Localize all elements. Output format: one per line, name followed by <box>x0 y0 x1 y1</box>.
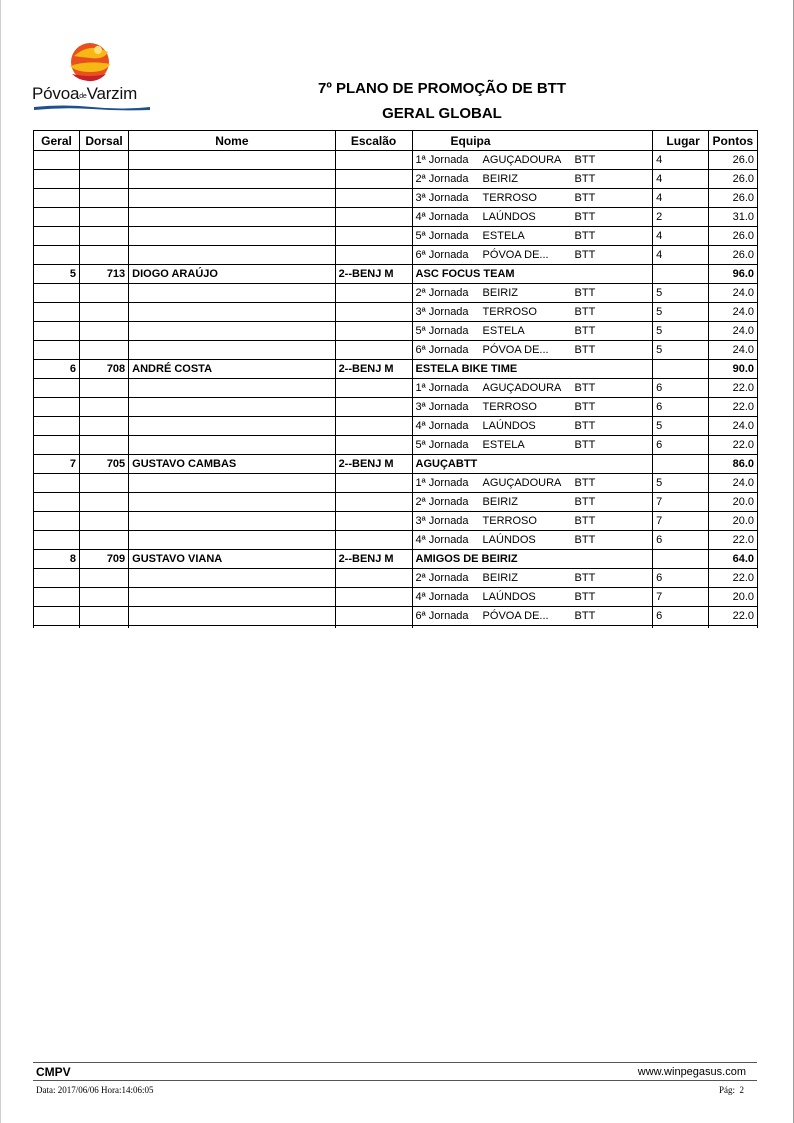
jornada-row <box>34 474 758 493</box>
cell-lugar <box>653 550 709 569</box>
jornada-location: AGUÇADOURA <box>482 154 562 166</box>
cell-pontos: 20.0 <box>708 493 757 512</box>
cell-escalao <box>335 303 412 322</box>
cell-nome <box>129 189 335 208</box>
cell-escalao: 2--BENJ M <box>335 265 412 284</box>
jornada-label: 3ª Jornada <box>415 401 469 413</box>
cell-pontos: 24.0 <box>708 303 757 322</box>
jornada-label: 2ª Jornada <box>415 173 469 185</box>
cell-pontos: 20.0 <box>708 588 757 607</box>
jornada-location: BEIRIZ <box>482 572 518 584</box>
tail-cell <box>708 626 757 629</box>
cell-geral <box>34 170 80 189</box>
cell-escalao: 2--BENJ M <box>335 360 412 379</box>
rider-row <box>34 265 758 284</box>
cell-geral <box>34 303 80 322</box>
cell-lugar: 5 <box>653 474 709 493</box>
cell-lugar: 6 <box>653 379 709 398</box>
cell-nome <box>129 531 335 550</box>
cell-lugar: 6 <box>653 436 709 455</box>
cell-escalao <box>335 493 412 512</box>
cell-geral: 8 <box>34 550 80 569</box>
cell-dorsal <box>79 607 128 626</box>
jornada-discipline: BTT <box>574 382 596 394</box>
jornada-discipline: BTT <box>574 306 596 318</box>
footer-date: Data: 2017/06/06 Hora:14:06:05 <box>36 1085 154 1095</box>
cell-geral <box>34 227 80 246</box>
cell-dorsal <box>79 417 128 436</box>
cell-jornada-detail <box>412 170 653 189</box>
cell-pontos: 64.0 <box>708 550 757 569</box>
jornada-label: 2ª Jornada <box>415 287 469 299</box>
cell-dorsal <box>79 588 128 607</box>
jornada-location: LAÚNDOS <box>482 591 536 603</box>
cell-jornada-detail <box>412 588 653 607</box>
results-table <box>33 130 758 628</box>
cell-jornada-detail <box>412 436 653 455</box>
cell-dorsal <box>79 341 128 360</box>
footer-organization: CMPV <box>36 1065 71 1079</box>
cell-escalao <box>335 227 412 246</box>
cell-pontos: 96.0 <box>708 265 757 284</box>
cell-nome <box>129 208 335 227</box>
jornada-location: BEIRIZ <box>482 496 518 508</box>
cell-geral: 7 <box>34 455 80 474</box>
jornada-row <box>34 512 758 531</box>
cell-nome <box>129 436 335 455</box>
logo-wordmark: PóvoadeVarzim <box>32 84 138 103</box>
cell-nome: ANDRÉ COSTA <box>129 360 335 379</box>
jornada-label: 1ª Jornada <box>415 154 469 166</box>
cell-geral <box>34 417 80 436</box>
cell-pontos: 26.0 <box>708 227 757 246</box>
col-header-geral: Geral <box>34 131 80 151</box>
cell-geral: 5 <box>34 265 80 284</box>
cell-pontos: 90.0 <box>708 360 757 379</box>
cell-jornada-detail <box>412 493 653 512</box>
cell-nome <box>129 569 335 588</box>
cell-equipa: AGUÇABTT <box>412 455 653 474</box>
cell-geral <box>34 569 80 588</box>
tail-cell <box>129 626 335 629</box>
cell-lugar: 6 <box>653 531 709 550</box>
page-border-left <box>0 0 1 1123</box>
jornada-row <box>34 341 758 360</box>
jornada-discipline: BTT <box>574 420 596 432</box>
cell-dorsal <box>79 474 128 493</box>
cell-escalao: 2--BENJ M <box>335 550 412 569</box>
cell-pontos: 24.0 <box>708 474 757 493</box>
cell-geral <box>34 322 80 341</box>
jornada-discipline: BTT <box>574 515 596 527</box>
cell-jornada-detail <box>412 607 653 626</box>
cell-nome <box>129 512 335 531</box>
cell-geral <box>34 246 80 265</box>
jornada-row <box>34 189 758 208</box>
cell-nome <box>129 284 335 303</box>
cell-geral <box>34 607 80 626</box>
footer-divider-top <box>33 1062 757 1063</box>
cell-pontos: 24.0 <box>708 284 757 303</box>
cell-dorsal <box>79 436 128 455</box>
jornada-label: 6ª Jornada <box>415 249 469 261</box>
col-header-escalao: Escalão <box>335 131 412 151</box>
cell-dorsal <box>79 208 128 227</box>
cell-geral <box>34 588 80 607</box>
cell-lugar <box>653 455 709 474</box>
jornada-discipline: BTT <box>574 572 596 584</box>
cell-escalao: 2--BENJ M <box>335 455 412 474</box>
cell-lugar: 4 <box>653 151 709 170</box>
table-tail-row <box>34 626 758 629</box>
jornada-label: 4ª Jornada <box>415 211 469 223</box>
jornada-row <box>34 227 758 246</box>
cell-jornada-detail <box>412 417 653 436</box>
cell-pontos: 26.0 <box>708 170 757 189</box>
cell-geral <box>34 512 80 531</box>
cell-escalao <box>335 436 412 455</box>
rider-row <box>34 455 758 474</box>
jornada-row <box>34 398 758 417</box>
cell-pontos: 26.0 <box>708 246 757 265</box>
cell-lugar <box>653 265 709 284</box>
jornada-location: PÓVOA DE... <box>482 344 549 356</box>
footer-page-number: Pág: 2 <box>718 1085 744 1095</box>
cell-pontos: 26.0 <box>708 189 757 208</box>
col-header-dorsal: Dorsal <box>79 131 128 151</box>
cell-geral: 6 <box>34 360 80 379</box>
cell-dorsal <box>79 569 128 588</box>
cell-nome: GUSTAVO VIANA <box>129 550 335 569</box>
jornada-row <box>34 417 758 436</box>
cell-geral <box>34 151 80 170</box>
jornada-row <box>34 303 758 322</box>
jornada-discipline: BTT <box>574 154 596 166</box>
cell-lugar: 5 <box>653 322 709 341</box>
cell-nome <box>129 379 335 398</box>
cell-jornada-detail <box>412 341 653 360</box>
cell-jornada-detail <box>412 474 653 493</box>
cell-pontos: 24.0 <box>708 417 757 436</box>
jornada-discipline: BTT <box>574 325 596 337</box>
cell-nome: GUSTAVO CAMBAS <box>129 455 335 474</box>
cell-geral <box>34 436 80 455</box>
cell-geral <box>34 284 80 303</box>
tail-cell <box>412 626 653 629</box>
cell-pontos: 22.0 <box>708 436 757 455</box>
cell-lugar: 2 <box>653 208 709 227</box>
cell-geral <box>34 493 80 512</box>
cell-pontos: 20.0 <box>708 512 757 531</box>
cell-geral <box>34 531 80 550</box>
jornada-discipline: BTT <box>574 230 596 242</box>
cell-escalao <box>335 151 412 170</box>
cell-dorsal: 709 <box>79 550 128 569</box>
cell-lugar: 7 <box>653 588 709 607</box>
cell-nome <box>129 303 335 322</box>
cell-jornada-detail <box>412 208 653 227</box>
cell-nome <box>129 474 335 493</box>
jornada-label: 1ª Jornada <box>415 382 469 394</box>
jornada-location: TERROSO <box>482 515 537 527</box>
cell-dorsal <box>79 322 128 341</box>
jornada-row <box>34 208 758 227</box>
cell-dorsal <box>79 512 128 531</box>
col-header-pontos: Pontos <box>708 131 757 151</box>
cell-geral <box>34 474 80 493</box>
cell-jornada-detail <box>412 189 653 208</box>
cell-escalao <box>335 379 412 398</box>
cell-nome <box>129 588 335 607</box>
jornada-row <box>34 531 758 550</box>
jornada-location: LAÚNDOS <box>482 420 536 432</box>
jornada-label: 2ª Jornada <box>415 572 469 584</box>
footer-website: www.winpegasus.com <box>637 1066 746 1078</box>
cell-lugar: 4 <box>653 170 709 189</box>
jornada-location: ESTELA <box>482 230 525 242</box>
cell-lugar: 4 <box>653 189 709 208</box>
municipality-logo <box>32 38 152 112</box>
cell-lugar: 4 <box>653 246 709 265</box>
cell-dorsal <box>79 531 128 550</box>
jornada-discipline: BTT <box>574 496 596 508</box>
jornada-row <box>34 322 758 341</box>
cell-pontos: 22.0 <box>708 607 757 626</box>
jornada-label: 6ª Jornada <box>415 344 469 356</box>
jornada-discipline: BTT <box>574 591 596 603</box>
jornada-label: 3ª Jornada <box>415 515 469 527</box>
cell-lugar <box>653 360 709 379</box>
cell-lugar: 6 <box>653 569 709 588</box>
cell-pontos: 22.0 <box>708 569 757 588</box>
table-body <box>34 151 758 629</box>
jornada-row <box>34 246 758 265</box>
cell-nome <box>129 227 335 246</box>
cell-dorsal <box>79 151 128 170</box>
jornada-label: 3ª Jornada <box>415 306 469 318</box>
footer-divider-bottom <box>33 1080 757 1081</box>
cell-pontos: 86.0 <box>708 455 757 474</box>
jornada-discipline: BTT <box>574 287 596 299</box>
cell-lugar: 6 <box>653 607 709 626</box>
jornada-location: AGUÇADOURA <box>482 477 562 489</box>
cell-escalao <box>335 208 412 227</box>
cell-jornada-detail <box>412 303 653 322</box>
jornada-label: 5ª Jornada <box>415 439 469 451</box>
cell-escalao <box>335 417 412 436</box>
jornada-discipline: BTT <box>574 192 596 204</box>
cell-escalao <box>335 569 412 588</box>
cell-dorsal <box>79 284 128 303</box>
jornada-location: TERROSO <box>482 192 537 204</box>
cell-jornada-detail <box>412 398 653 417</box>
jornada-location: PÓVOA DE... <box>482 610 549 622</box>
cell-nome <box>129 493 335 512</box>
cell-lugar: 5 <box>653 417 709 436</box>
tail-cell <box>335 626 412 629</box>
cell-nome <box>129 322 335 341</box>
cell-equipa: AMIGOS DE BEIRIZ <box>412 550 653 569</box>
tail-cell <box>653 626 709 629</box>
rider-row <box>34 550 758 569</box>
jornada-row <box>34 436 758 455</box>
jornada-discipline: BTT <box>574 344 596 356</box>
jornada-discipline: BTT <box>574 534 596 546</box>
cell-pontos: 26.0 <box>708 151 757 170</box>
cell-jornada-detail <box>412 151 653 170</box>
jornada-location: ESTELA <box>482 325 525 337</box>
cell-escalao <box>335 474 412 493</box>
cell-escalao <box>335 398 412 417</box>
cell-escalao <box>335 284 412 303</box>
cell-dorsal: 713 <box>79 265 128 284</box>
cell-geral <box>34 398 80 417</box>
cell-nome <box>129 607 335 626</box>
cell-geral <box>34 189 80 208</box>
cell-lugar: 7 <box>653 512 709 531</box>
table-header-row <box>34 131 758 151</box>
cell-dorsal <box>79 246 128 265</box>
cell-jornada-detail <box>412 227 653 246</box>
jornada-row <box>34 493 758 512</box>
cell-dorsal <box>79 493 128 512</box>
jornada-location: ESTELA <box>482 439 525 451</box>
jornada-location: PÓVOA DE... <box>482 249 549 261</box>
jornada-label: 2ª Jornada <box>415 496 469 508</box>
cell-escalao <box>335 322 412 341</box>
cell-nome <box>129 151 335 170</box>
jornada-row <box>34 151 758 170</box>
jornada-row <box>34 588 758 607</box>
jornada-label: 1ª Jornada <box>415 477 469 489</box>
cell-geral <box>34 341 80 360</box>
jornada-label: 6ª Jornada <box>415 610 469 622</box>
cell-dorsal <box>79 303 128 322</box>
jornada-location: LAÚNDOS <box>482 534 536 546</box>
jornada-label: 4ª Jornada <box>415 420 469 432</box>
cell-lugar: 7 <box>653 493 709 512</box>
page-title: 7º PLANO DE PROMOÇÃO DE BTT <box>318 80 566 97</box>
jornada-location: LAÚNDOS <box>482 211 536 223</box>
jornada-row <box>34 284 758 303</box>
jornada-row <box>34 607 758 626</box>
cell-dorsal <box>79 189 128 208</box>
cell-escalao <box>335 588 412 607</box>
jornada-row <box>34 379 758 398</box>
cell-lugar: 4 <box>653 227 709 246</box>
jornada-discipline: BTT <box>574 439 596 451</box>
cell-equipa: ASC FOCUS TEAM <box>412 265 653 284</box>
jornada-location: AGUÇADOURA <box>482 382 562 394</box>
cell-pontos: 24.0 <box>708 322 757 341</box>
jornada-label: 5ª Jornada <box>415 230 469 242</box>
cell-nome <box>129 417 335 436</box>
jornada-location: TERROSO <box>482 306 537 318</box>
cell-lugar: 5 <box>653 303 709 322</box>
jornada-location: BEIRIZ <box>482 287 518 299</box>
jornada-discipline: BTT <box>574 173 596 185</box>
cell-jornada-detail <box>412 512 653 531</box>
cell-nome <box>129 398 335 417</box>
cell-escalao <box>335 189 412 208</box>
cell-pontos: 31.0 <box>708 208 757 227</box>
jornada-discipline: BTT <box>574 610 596 622</box>
jornada-discipline: BTT <box>574 249 596 261</box>
cell-jornada-detail <box>412 284 653 303</box>
jornada-label: 3ª Jornada <box>415 192 469 204</box>
cell-nome <box>129 246 335 265</box>
cell-escalao <box>335 246 412 265</box>
cell-pontos: 22.0 <box>708 398 757 417</box>
cell-lugar: 5 <box>653 341 709 360</box>
cell-lugar: 6 <box>653 398 709 417</box>
jornada-label: 4ª Jornada <box>415 534 469 546</box>
cell-pontos: 22.0 <box>708 379 757 398</box>
jornada-row <box>34 170 758 189</box>
cell-jornada-detail <box>412 322 653 341</box>
cell-escalao <box>335 341 412 360</box>
jornada-label: 4ª Jornada <box>415 591 469 603</box>
col-header-lugar: Lugar <box>653 131 709 151</box>
cell-jornada-detail <box>412 246 653 265</box>
cell-lugar: 5 <box>653 284 709 303</box>
cell-jornada-detail <box>412 569 653 588</box>
cell-dorsal <box>79 398 128 417</box>
cell-equipa: ESTELA BIKE TIME <box>412 360 653 379</box>
jornada-location: BEIRIZ <box>482 173 518 185</box>
page-subtitle: GERAL GLOBAL <box>382 105 502 122</box>
cell-nome <box>129 341 335 360</box>
cell-escalao <box>335 607 412 626</box>
cell-dorsal <box>79 227 128 246</box>
cell-escalao <box>335 512 412 531</box>
cell-dorsal <box>79 170 128 189</box>
cell-escalao <box>335 531 412 550</box>
cell-jornada-detail <box>412 379 653 398</box>
tail-cell <box>79 626 128 629</box>
cell-nome: DIOGO ARAÚJO <box>129 265 335 284</box>
cell-dorsal <box>79 379 128 398</box>
col-header-equipa: Equipa <box>412 131 653 151</box>
rider-row <box>34 360 758 379</box>
cell-geral <box>34 379 80 398</box>
jornada-discipline: BTT <box>574 401 596 413</box>
cell-pontos: 24.0 <box>708 341 757 360</box>
cell-dorsal: 705 <box>79 455 128 474</box>
cell-nome <box>129 170 335 189</box>
jornada-label: 5ª Jornada <box>415 325 469 337</box>
jornada-discipline: BTT <box>574 477 596 489</box>
tail-cell <box>34 626 80 629</box>
jornada-row <box>34 569 758 588</box>
cell-geral <box>34 208 80 227</box>
cell-dorsal: 708 <box>79 360 128 379</box>
cell-jornada-detail <box>412 531 653 550</box>
cell-pontos: 22.0 <box>708 531 757 550</box>
cell-escalao <box>335 170 412 189</box>
jornada-discipline: BTT <box>574 211 596 223</box>
jornada-location: TERROSO <box>482 401 537 413</box>
col-header-nome: Nome <box>129 131 335 151</box>
